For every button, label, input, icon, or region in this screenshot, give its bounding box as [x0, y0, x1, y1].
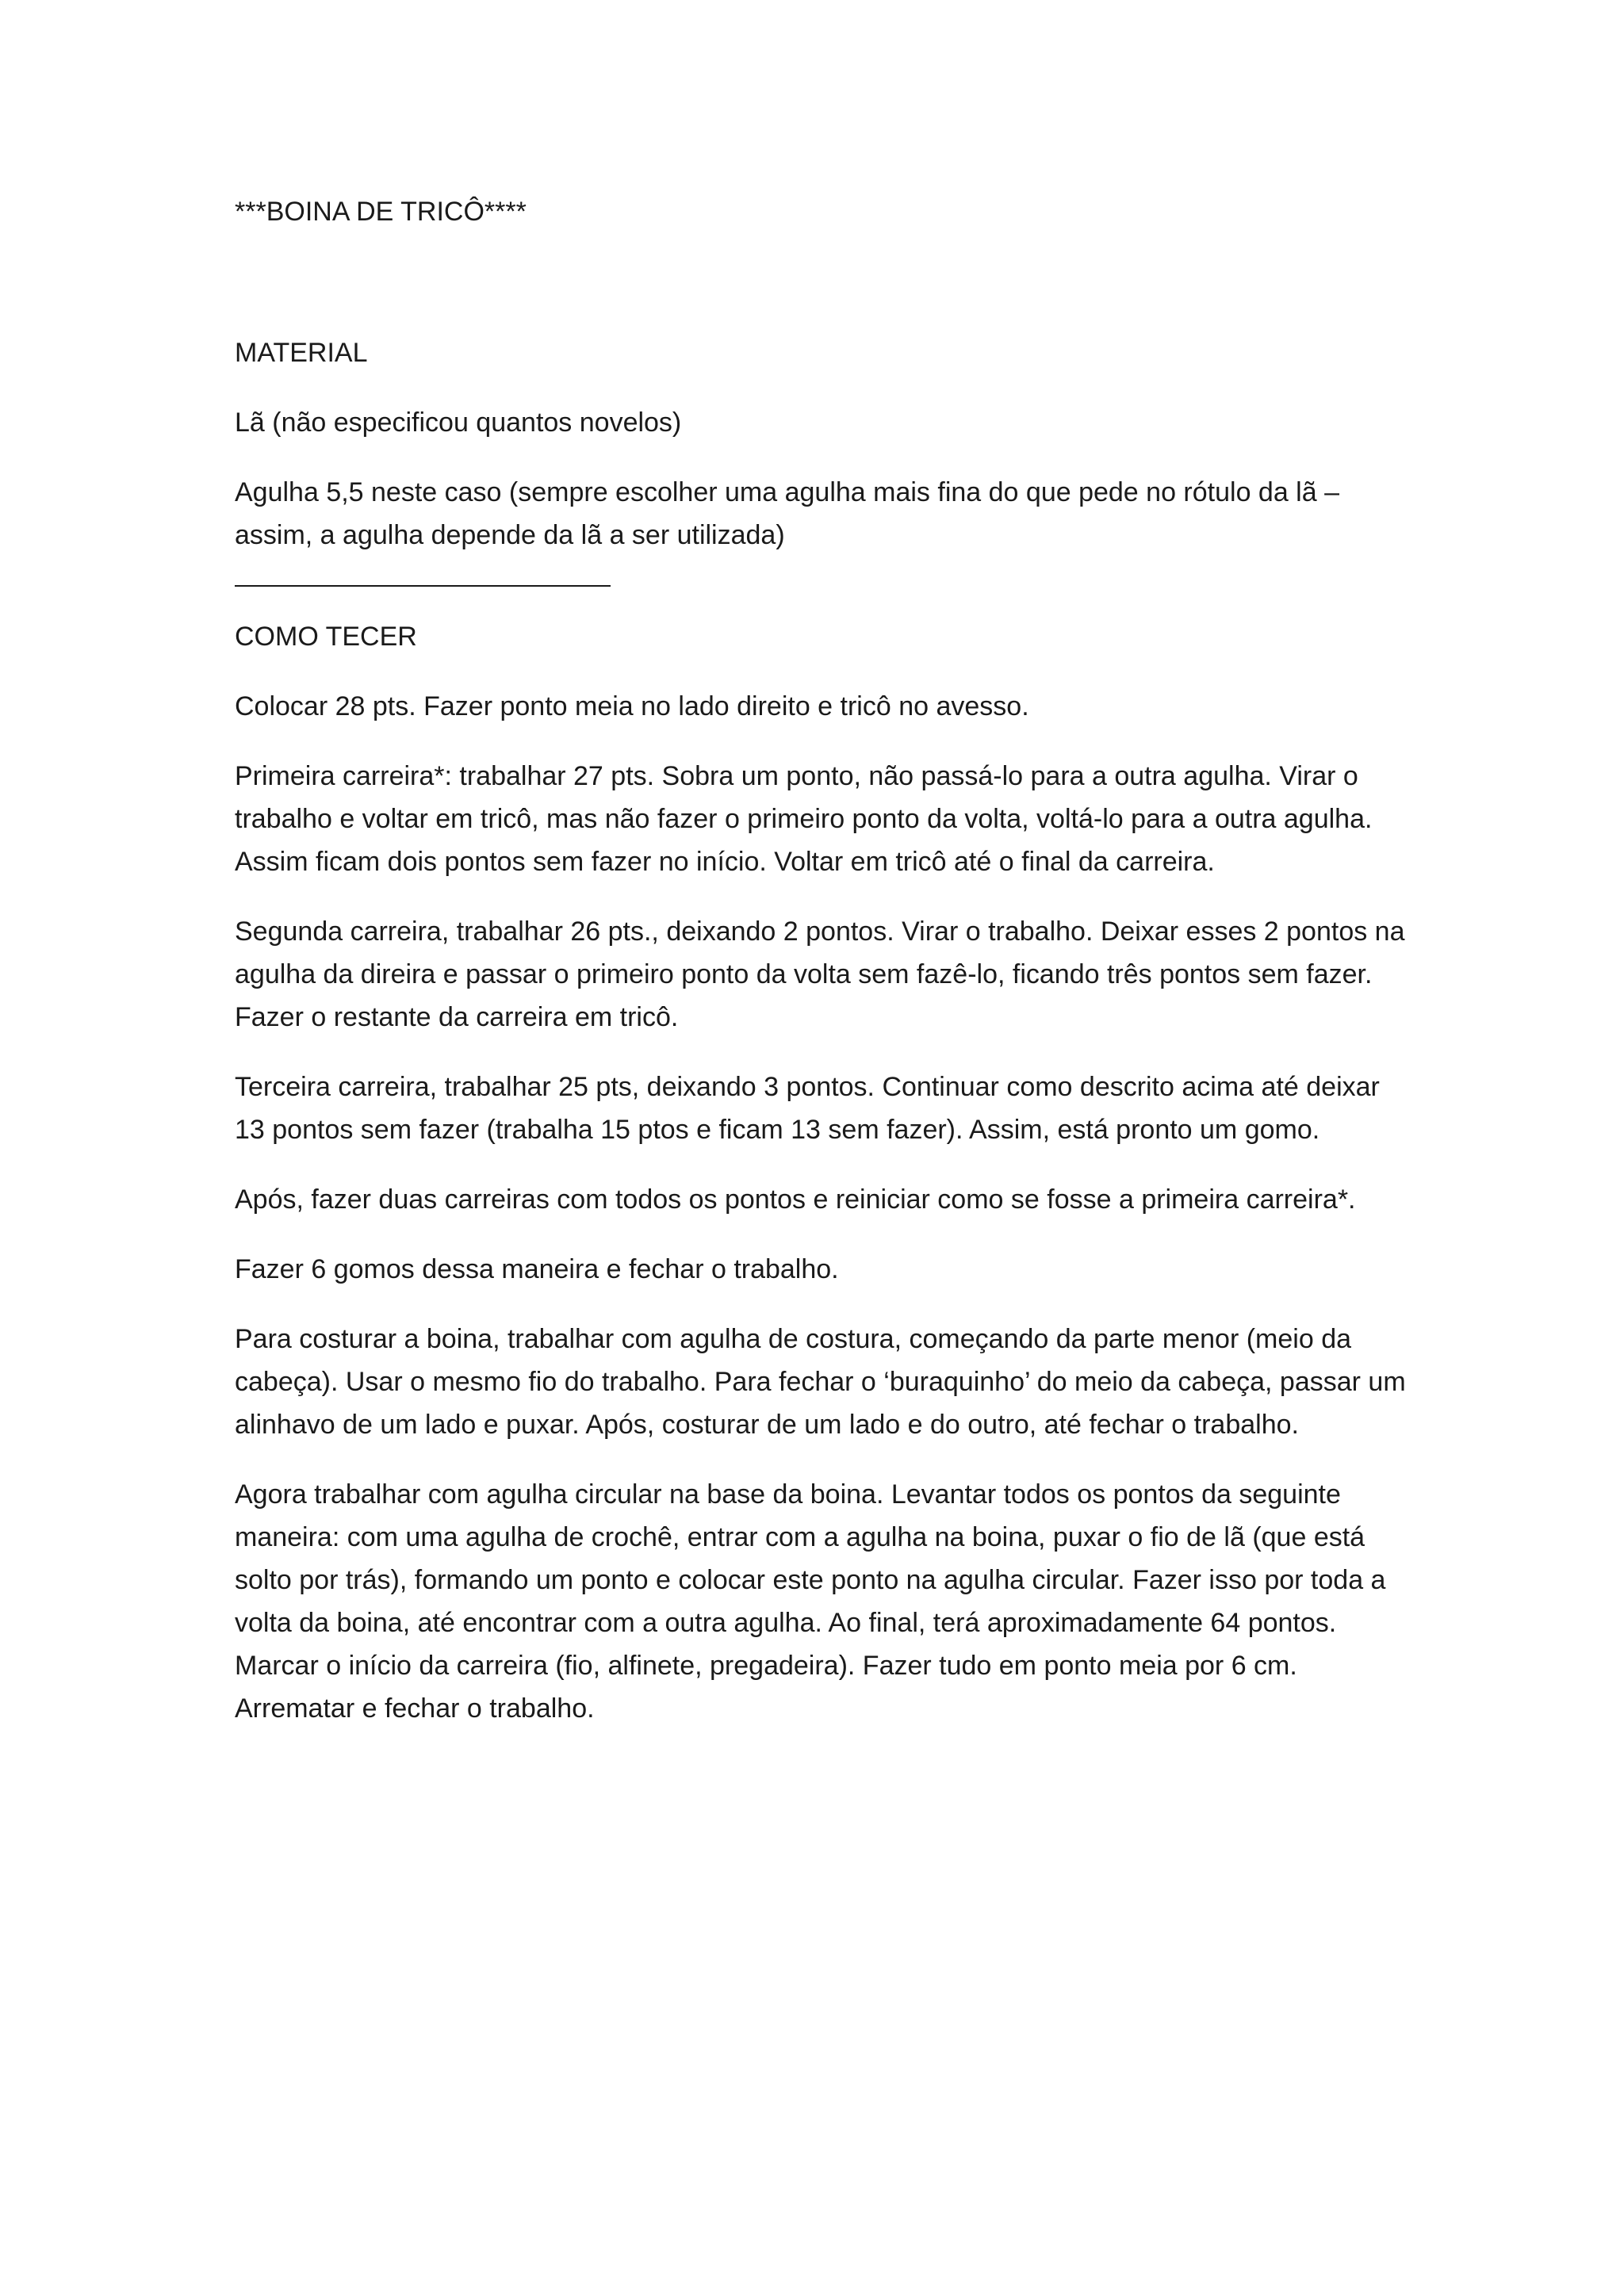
- spacer: [235, 1151, 1408, 1178]
- spacer: [235, 1291, 1408, 1318]
- instruction-paragraph-8: Agora trabalhar com agulha circular na base da boina. Levantar todos os pontos da seguinte maneira: com uma agulha de crochê, entrar com a agulha na boina, puxar o fio de lã (que está solto por trás), formando um ponto e colocar este ponto na agulha circular. Fazer isso por toda a volta da boina, até encontrar com a outra agulha. Ao final, terá aproximadamente 64 pontos. Marcar o início da carreira (fio, alfinete, pregadeira). Fazer tudo em ponto meia por 6 cm. Arrematar e fechar o trabalho.: [235, 1479, 1386, 1724]
- spacer: [235, 728, 1408, 755]
- spacer: [235, 587, 1408, 615]
- spacer: [235, 1446, 1408, 1473]
- instructions-heading: COMO TECER: [235, 622, 417, 652]
- instruction-paragraph-6: Fazer 6 gomos dessa maneira e fechar o trabalho.: [235, 1254, 839, 1284]
- material-item-yarn: Lã (não especificou quantos novelos): [235, 408, 682, 438]
- spacer: [235, 1221, 1408, 1248]
- instruction-paragraph-2: Primeira carreira*: trabalhar 27 pts. Sobra um ponto, não passá-lo para a outra agulha. Virar o trabalho e voltar em tricô, mas não fazer o primeiro ponto da volta, voltá-lo para a outra agulha. Assim ficam dois pontos sem fazer no início. Voltar em tricô até o final da carreira.: [235, 761, 1373, 877]
- instruction-paragraph-4: Terceira carreira, trabalhar 25 pts, deixando 3 pontos. Continuar como descrito acima até deixar 13 pontos sem fazer (trabalha 15 ptos e ficam 13 sem fazer). Assim, está pronto um gomo.: [235, 1072, 1380, 1145]
- spacer: [235, 444, 1408, 471]
- instruction-paragraph-5: Após, fazer duas carreiras com todos os pontos e reiniciar como se fosse a primeira carreira*.: [235, 1184, 1356, 1215]
- spacer: [235, 658, 1408, 685]
- instruction-paragraph-1: Colocar 28 pts. Fazer ponto meia no lado direito e tricô no avesso.: [235, 691, 1029, 721]
- spacer: [235, 233, 1408, 331]
- spacer: [235, 1039, 1408, 1066]
- document-page: [235, 190, 1408, 1730]
- spacer: [235, 883, 1408, 910]
- instruction-paragraph-3: Segunda carreira, trabalhar 26 pts., deixando 2 pontos. Virar o trabalho. Deixar esses 2 pontos na agulha da direira e passar o primeiro ponto da volta sem fazê-lo, ficando três pontos sem fazer. Fazer o restante da carreira em tricô.: [235, 916, 1405, 1032]
- spacer: [235, 374, 1408, 401]
- spacer: [235, 557, 1408, 585]
- document-title: ***BOINA DE TRICÔ****: [235, 197, 527, 227]
- material-item-needle: Agulha 5,5 neste caso (sempre escolher uma agulha mais fina do que pede no rótulo da lã – assim, a agulha depende da lã a ser utilizada): [235, 477, 1340, 550]
- material-heading: MATERIAL: [235, 338, 368, 368]
- instruction-paragraph-7: Para costurar a boina, trabalhar com agulha de costura, começando da parte menor (meio da cabeça). Usar o mesmo fio do trabalho. Para fechar o ‘buraquinho’ do meio da cabeça, passar um alinhavo de um lado e puxar. Após, costurar de um lado e do outro, até fechar o trabalho.: [235, 1324, 1406, 1440]
